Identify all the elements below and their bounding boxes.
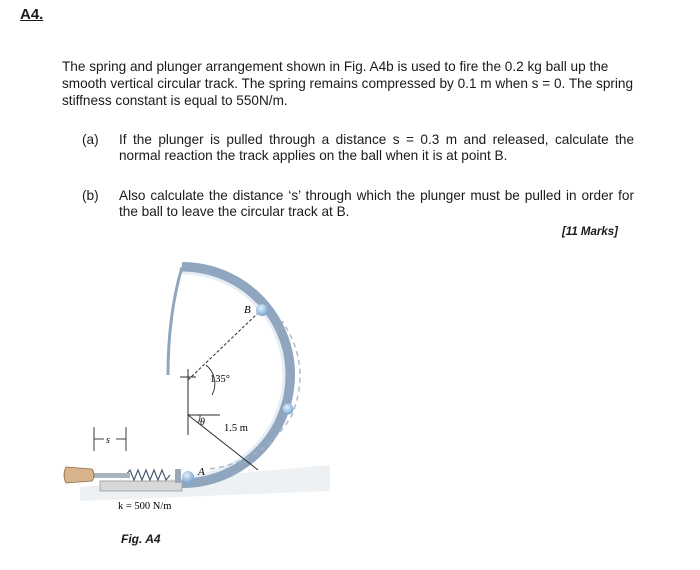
plunger-rod	[90, 473, 130, 478]
question-number: A4.	[20, 6, 44, 23]
plunger-head	[175, 469, 181, 483]
ball-at-a	[182, 471, 194, 483]
part-a-label: (a)	[82, 132, 99, 147]
label-spring: k = 500 N/m	[118, 501, 172, 512]
question-intro: The spring and plunger arrangement shown in Fig. A4b is used to fire the 0.2 kg ball up the smooth vertical circular track. The spring remains compressed by 0.1 m when s = 0. The spring stiffness constant is equal to 550N/m.	[62, 59, 634, 108]
figure-diagram	[60, 255, 350, 525]
spring	[126, 470, 170, 480]
track-left-top	[168, 267, 182, 375]
track-diagram	[60, 255, 350, 520]
part-b	[82, 188, 634, 220]
label-s: s	[106, 435, 110, 446]
radius-to-b	[188, 313, 258, 380]
marks-label: [11 Marks]	[561, 226, 618, 238]
plunger-handle	[64, 467, 94, 483]
label-angle: 135°	[210, 374, 230, 385]
part-b-label: (b)	[82, 188, 99, 203]
part-b-text: Also calculate the distance ‘s’ through which the plunger must be pulled in order for the ball to leave the circular track at B.	[119, 188, 634, 219]
part-a-text: If the plunger is pulled through a distance s = 0.3 m and released, calculate the normal reaction the track applies on the ball when it is at point B.	[119, 132, 634, 163]
circular-track	[182, 267, 290, 483]
ball-at-b	[256, 304, 268, 316]
label-b: B	[244, 304, 251, 316]
label-theta: θ	[200, 417, 205, 428]
part-a	[82, 132, 634, 164]
ball-on-track	[283, 404, 294, 415]
label-a: A	[198, 466, 205, 478]
plunger-base	[100, 481, 182, 491]
label-radius: 1.5 m	[224, 423, 248, 434]
figure-caption: Fig. A4	[121, 532, 161, 546]
